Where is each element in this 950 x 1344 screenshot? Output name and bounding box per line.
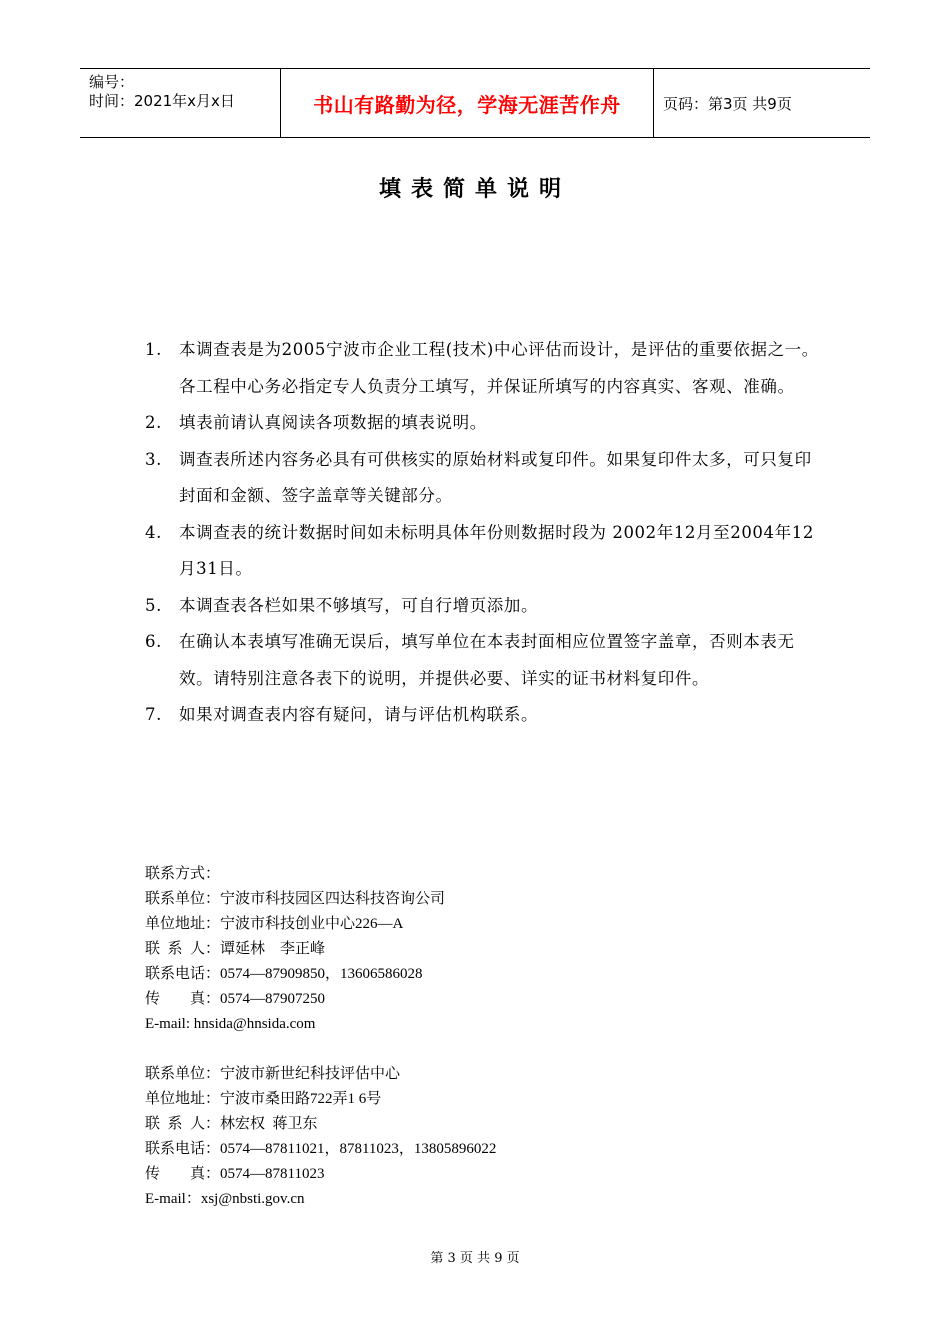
instruction-item <box>145 515 825 588</box>
header-page-cell <box>654 69 870 137</box>
contact-person: 联 系 人：林宏权 蒋卫东 <box>145 1116 318 1132</box>
instruction-text: 本调查表的统计数据时间如未标明具体年份则数据时段为 2002年12月至2004年12月31日。 <box>179 522 814 578</box>
instruction-item <box>145 442 825 515</box>
contact-fax: 传 真：0574—87907250 <box>145 991 326 1007</box>
page-footer: 第 3 页 共 9 页 <box>430 1251 520 1266</box>
header-page-number: 页码：第3页 共9页 <box>663 94 792 113</box>
instruction-text: 在确认本表填写准确无误后，填写单位在本表封面相应位置签字盖章，否则本表无效。请特别注意各表下的说明，并提供必要、详实的证书材料复印件。 <box>179 632 795 688</box>
instruction-number: 6. <box>145 632 162 651</box>
page-title: 填表简单说明 <box>378 177 571 202</box>
instruction-item <box>145 332 825 405</box>
instruction-text: 填表前请认真阅读各项数据的填表说明。 <box>179 413 487 432</box>
contact-person: 联 系 人：谭延林 李正峰 <box>145 941 326 957</box>
instruction-number: 4. <box>145 522 162 542</box>
contact-email: E-mail：xsj@nbsti.gov.cn <box>145 1191 305 1207</box>
contact-phone: 联系电话：0574—87811021，87811023，13805896022 <box>145 1141 497 1157</box>
instruction-item <box>145 624 825 697</box>
instruction-number: 1. <box>145 340 162 359</box>
instruction-number: 2. <box>145 413 162 432</box>
contact-block-nbsti <box>145 1062 496 1212</box>
instruction-item <box>145 405 825 442</box>
contact-address: 单位地址：宁波市科技创业中心226—A <box>145 916 404 932</box>
document-date-label: 时间：2021年x月x日 <box>89 92 235 110</box>
contact-section <box>145 862 496 1237</box>
instruction-item <box>145 588 825 625</box>
contact-phone: 联系电话：0574—87909850，13606586028 <box>145 966 423 982</box>
contact-heading: 联系方式： <box>145 866 221 882</box>
contact-org: 联系单位：宁波市科技园区四达科技咨询公司 <box>145 891 446 907</box>
contact-block-sida <box>145 887 496 1037</box>
instruction-item <box>145 697 825 734</box>
contact-email: E-mail: hnsida@hnsida.com <box>145 1016 316 1032</box>
contact-address: 单位地址：宁波市桑田路722弄1 6号 <box>145 1091 382 1107</box>
instruction-list <box>145 332 825 734</box>
header-meta-cell <box>80 69 281 137</box>
contact-org: 联系单位：宁波市新世纪科技评估中心 <box>145 1066 401 1082</box>
header-motto-cell <box>281 69 654 137</box>
instruction-text: 调查表所述内容务必具有可供核实的原始材料或复印件。如果复印件太多，可只复印封面和金额、签字盖章等关键部分。 <box>179 449 812 505</box>
contact-fax: 传 真：0574—87811023 <box>145 1166 325 1182</box>
instruction-text: 本调查表各栏如果不够填写，可自行增页添加。 <box>179 595 539 615</box>
document-number-label: 编号： <box>89 73 135 91</box>
instruction-text: 本调查表是为2005宁波市企业工程(技术)中心评估而设计，是评估的重要依据之一。各工程中心务必指定专人负责分工填写，并保证所填写的内容真实、客观、准确。 <box>179 340 819 396</box>
document-header <box>80 68 870 138</box>
instruction-number: 3. <box>145 449 162 469</box>
header-motto: 书山有路勤为径，学海无涯苦作舟 <box>313 92 621 117</box>
instruction-text: 如果对调查表内容有疑问，请与评估机构联系。 <box>179 705 539 724</box>
instruction-number: 5. <box>145 595 162 615</box>
instruction-number: 7. <box>145 705 162 724</box>
